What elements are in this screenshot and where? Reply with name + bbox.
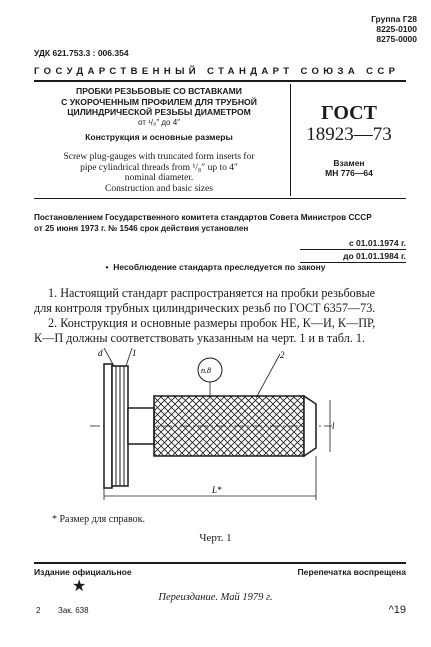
no-reprint: Перепечатка воспрещена [297, 567, 406, 577]
plug-gauge-drawing [70, 348, 370, 518]
udk: УДК 621.753.3 : 006.354 [34, 48, 129, 58]
title-ru-line4: от ¹/₈″ до 4″ [137, 117, 181, 127]
para1-line2: для контроля трубных цилиндрических резьб по ГОСТ 6357—73. [34, 301, 376, 315]
date-to: до 01.01.1984 г. [300, 250, 406, 263]
reprint-note: Переиздание. Май 1979 г. [158, 592, 273, 603]
group-line3: 8275-0000 [376, 34, 417, 44]
decree-line2: от 25 июня 1973 г. № 1546 срок действия установлен [34, 224, 249, 233]
gost-block [292, 102, 406, 178]
handle-end [304, 396, 316, 456]
title-bottom-rule [34, 198, 406, 199]
gost-label: ГОСТ [321, 102, 377, 124]
title-en-line1: Screw plug-gauges with truncated form inserts for [63, 152, 255, 162]
decree-dates [300, 237, 406, 263]
knurled-handle [154, 396, 304, 456]
group-code [371, 14, 417, 44]
title-ru-line2: С УКОРОЧЕННЫМ ПРОФИЛЕМ ДЛЯ ТРУБНОЙ [61, 96, 257, 107]
group-line2: 8225-0100 [376, 24, 417, 34]
figure-caption: Черт. 1 [199, 532, 232, 544]
bullet-icon: • [105, 262, 114, 272]
title-en-line2: pipe cylindrical threads from ¹/₈″ up to 4″ [80, 162, 238, 173]
law-notice [0, 262, 431, 272]
insert-flange [104, 364, 112, 488]
law-notice-text: Несоблюдение стандарта преследуется по закону [113, 262, 326, 272]
group-line1: Группа Г28 [371, 14, 417, 24]
decree [34, 212, 406, 234]
label-2: 2 [280, 350, 285, 360]
date-from: с 01.01.1974 г. [300, 237, 406, 250]
surface-note-label: п.8 [201, 366, 211, 375]
para1-line1: 1. Настоящий стандарт распространяется на пробки резьбовые [48, 286, 376, 300]
title-ru-subtitle: Конструкция и основные размеры [85, 132, 233, 142]
decree-line1: Постановлением Государственного комитета стандартов Совета Министров СССР [34, 213, 372, 222]
star-icon: ★ [72, 578, 87, 595]
title-divider [290, 84, 291, 196]
para2-line1: 2. Конструкция и основные размеры пробок НЕ, К—И, К—ПР, [48, 316, 376, 330]
label-d: d [98, 348, 103, 358]
shaft-neck [128, 408, 154, 444]
state-standard: ГОСУДАРСТВЕННЫЙ СТАНДАРТ СОЮЗА ССР [34, 66, 400, 77]
body-text [34, 286, 408, 346]
replaces-value: МН 776—64 [325, 168, 373, 178]
footer-rule [34, 562, 406, 564]
title-ru-line1: ПРОБКИ РЕЗЬБОВЫЕ СО ВСТАВКАМИ [76, 86, 242, 96]
page-number: ^19 [388, 604, 406, 616]
gost-number: 18923—73 [306, 124, 392, 145]
dim-l-label: l [332, 421, 335, 431]
dim-L-label: L* [212, 485, 222, 495]
title-en [34, 152, 284, 194]
replaces-label: Взамен [333, 158, 365, 168]
order-number: Зак. 638 [58, 606, 89, 615]
footer-num: 2 [36, 606, 41, 615]
title-en-line3: nominal diameter. [124, 173, 194, 183]
header-rule [34, 80, 406, 82]
title-ru-line3: ЦИЛИНДРИЧЕСКОЙ РЕЗЬБЫ ДИАМЕТРОМ [67, 107, 251, 117]
title-ru [34, 86, 284, 143]
footnote: * Размер для справок. [52, 514, 145, 525]
leader-2 [256, 354, 280, 398]
title-en-line4: Construction and basic sizes [105, 183, 213, 194]
label-1: 1 [132, 348, 137, 358]
official-edition: Издание официальное [34, 567, 132, 577]
para2-line2: К—П должны соответствовать указанным на черт. 1 и в табл. 1. [34, 331, 366, 345]
